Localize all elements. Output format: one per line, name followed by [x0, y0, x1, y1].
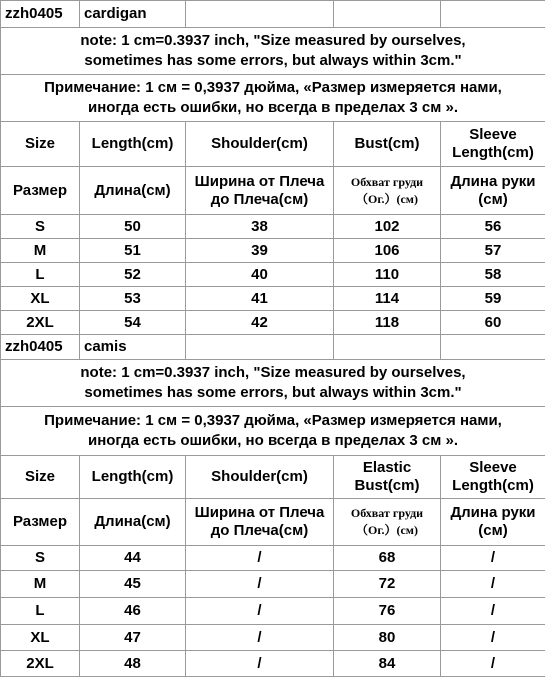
header-ru-length: Длина(см) [80, 499, 186, 546]
table-row: L 52 40 110 58 [1, 263, 545, 287]
header-ru-sleeve: Длина руки (см) [441, 499, 545, 546]
product-code: zzh0405 [1, 335, 80, 360]
header-length: Length(cm) [80, 456, 186, 499]
table-row: S 44 / 68 / [1, 546, 545, 571]
table-row: 2XL 48 / 84 / [1, 651, 545, 677]
header-shoulder: Shoulder(cm) [186, 456, 334, 499]
header-ru-shoulder: Ширина от Плеча до Плеча(см) [186, 167, 334, 215]
table-row: XL 47 / 80 / [1, 625, 545, 651]
header-sleeve: Sleeve Length(cm) [441, 456, 545, 499]
header-ru-bust: Обхват груди （Ог.）(см) [334, 499, 441, 546]
note-russian: Примечание: 1 см = 0,3937 дюйма, «Размер измеряется нами, иногда есть ошибки, но всегда в пределах 3 см ». [1, 407, 545, 456]
table-row: XL 53 41 114 59 [1, 287, 545, 311]
header-size: Size [1, 122, 80, 167]
header-sleeve: Sleeve Length(cm) [441, 122, 545, 167]
table-row: M 45 / 72 / [1, 571, 545, 598]
product-name: camis [80, 335, 186, 360]
note-russian-row [1, 407, 545, 456]
header-russian-row [1, 167, 545, 215]
header-length: Length(cm) [80, 122, 186, 167]
note-english: note: 1 cm=0.3937 inch, "Size measured by ourselves, sometimes has some errors, but always within 3cm." [1, 28, 545, 75]
header-ru-length: Длина(см) [80, 167, 186, 215]
header-russian-row [1, 499, 545, 546]
product-code: zzh0405 [1, 1, 80, 28]
header-ru-shoulder: Ширина от Плеча до Плеча(см) [186, 499, 334, 546]
section-title-row [1, 335, 545, 360]
product-name: cardigan [80, 1, 186, 28]
header-bust: Elastic Bust(cm) [334, 456, 441, 499]
header-ru-size: Размер [1, 499, 80, 546]
table-row: M 51 39 106 57 [1, 239, 545, 263]
header-english-row [1, 122, 545, 167]
note-english-row [1, 28, 545, 75]
header-bust: Bust(cm) [334, 122, 441, 167]
header-ru-bust: Обхват груди （Ог.）(см) [334, 167, 441, 215]
note-english: note: 1 cm=0.3937 inch, "Size measured by ourselves, sometimes has some errors, but always within 3cm." [1, 360, 545, 407]
table-row: L 46 / 76 / [1, 598, 545, 625]
table-row: S 50 38 102 56 [1, 215, 545, 239]
header-shoulder: Shoulder(cm) [186, 122, 334, 167]
header-ru-size: Размер [1, 167, 80, 215]
note-russian: Примечание: 1 см = 0,3937 дюйма, «Размер измеряется нами, иногда есть ошибки, но всегда в пределах 3 см ». [1, 75, 545, 122]
header-ru-sleeve: Длина руки (см) [441, 167, 545, 215]
table-row: 2XL 54 42 118 60 [1, 311, 545, 335]
note-english-row [1, 360, 545, 407]
note-russian-row [1, 75, 545, 122]
header-size: Size [1, 456, 80, 499]
section-title-row [1, 1, 545, 28]
header-english-row [1, 456, 545, 499]
